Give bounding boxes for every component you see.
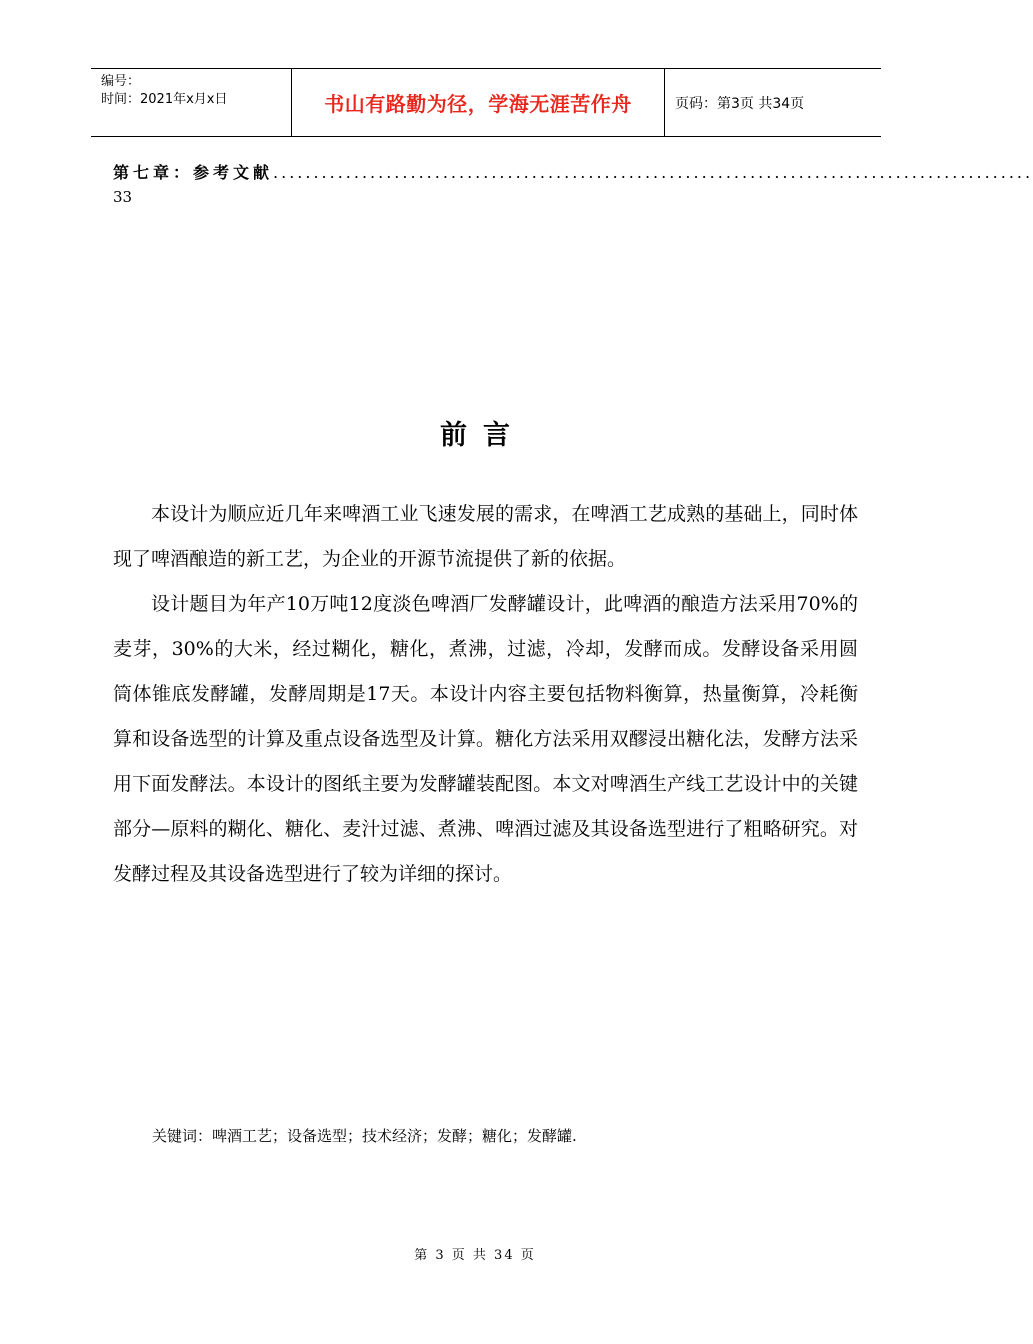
header-meta xyxy=(91,69,292,136)
preface-body xyxy=(113,492,858,897)
document-time-label: 时间：2021年x月x日 xyxy=(101,92,228,107)
toc-leader-dots: .............................................................................................. xyxy=(273,163,1033,182)
header-motto: 书山有路勤为径，学海无涯苦作舟 xyxy=(292,69,665,136)
table-of-contents xyxy=(113,160,1033,206)
section-title: 前言 xyxy=(440,420,526,451)
page-footer: 第 3 页 共 34 页 xyxy=(414,1248,536,1263)
preface-paragraph-1: 本设计为顺应近几年来啤酒工业飞速发展的需求，在啤酒工艺成熟的基础上，同时体现了啤酒酿造的新工艺，为企业的开源节流提供了新的依据。 xyxy=(113,503,858,570)
document-number-label: 编号： xyxy=(101,74,141,89)
header-page-info: 页码：第3页 共34页 xyxy=(675,95,805,112)
toc-entry-page: 33 xyxy=(113,188,133,206)
preface-paragraph-2: 设计题目为年产10万吨12度淡色啤酒厂发酵罐设计，此啤酒的酿造方法采用70%的麦芽，30%的大米，经过糊化，糖化，煮沸，过滤，冷却，发酵而成。发酵设备采用圆筒体锥底发酵罐，发酵周期是17天。本设计内容主要包括物料衡算，热量衡算，冷耗衡算和设备选型的计算及重点设备选型及计算。糖化方法采用双醪浸出糖化法，发酵方法采用下面发酵法。本设计的图纸主要为发酵罐装配图。本文对啤酒生产线工艺设计中的关键部分—原料的糊化、糖化、麦汁过滤、煮沸、啤酒过滤及其设备选型进行了粗略研究。对发酵过程及其设备选型进行了较为详细的探讨。 xyxy=(113,593,858,885)
toc-entry-label: 第七章：参考文献 xyxy=(113,163,274,182)
keywords-line: 关键词：啤酒工艺；设备选型；技术经济；发酵；糖化；发酵罐. xyxy=(152,1127,577,1145)
toc-entry[interactable] xyxy=(113,160,1033,186)
page-header xyxy=(91,68,881,137)
